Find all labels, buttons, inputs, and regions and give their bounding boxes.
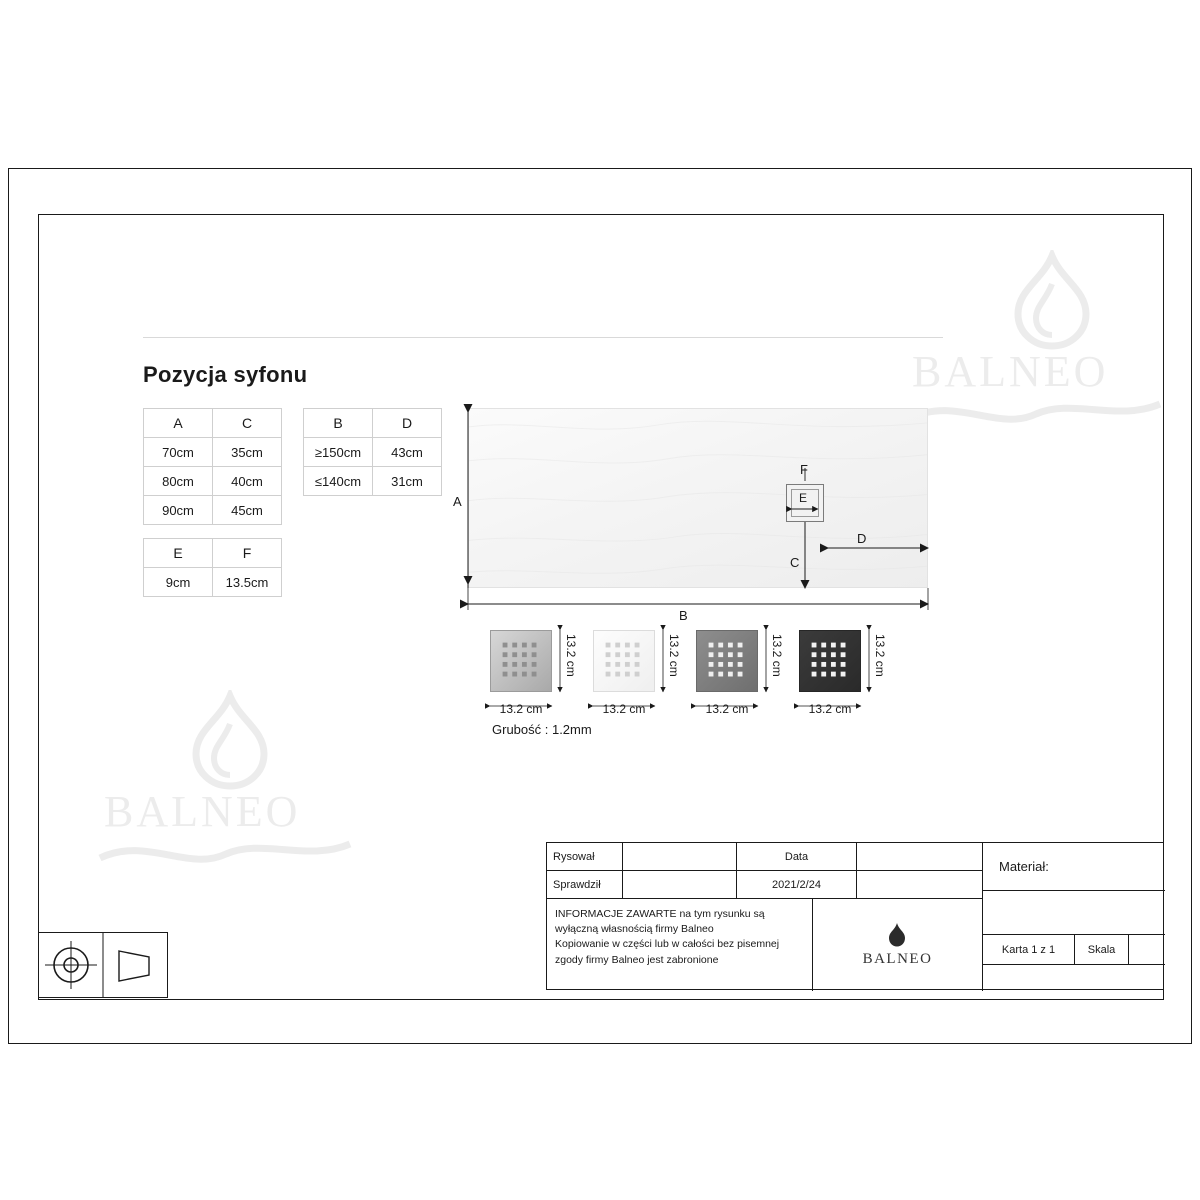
sheet-number-label: Karta 1 z 1 [983,935,1075,965]
shower-tray-drawing [468,408,928,588]
column-header: A [144,409,213,438]
table-header-row [304,409,442,438]
scale-value[interactable] [1129,935,1165,965]
table-cell: 70cm [144,438,213,467]
titleblock-bottom-blank [983,965,1165,991]
dimension-label-c: C [790,555,800,570]
column-header: C [213,409,282,438]
grate-width-label: 13.2 cm [808,702,852,716]
table-cell: 13.5cm [213,568,282,597]
grate-width-label: 13.2 cm [705,702,749,716]
dimension-table-ef [143,538,282,597]
dimension-label-e: E [799,491,808,505]
notice-line: wyłączną własnością firmy Balneo [555,923,714,936]
table-row [144,467,282,496]
material-label: Materiał: [983,843,1165,891]
table-cell: 45cm [213,496,282,525]
dimension-table-bd [303,408,442,496]
watermark-brand-text: BALNEO [912,347,1109,396]
date-value: 2021/2/24 [737,871,857,899]
watermark-brand-text: BALNEO [104,787,301,836]
table-cell: 90cm [144,496,213,525]
grate-swatch[interactable] [696,630,758,692]
notice-line: zgody firmy Balneo jest zabronione [555,953,719,966]
drawn-by-label: Rysował [547,843,623,871]
table-cell: ≥150cm [304,438,373,467]
title-divider [143,337,943,338]
grate-height-label: 13.2 cm [770,634,784,677]
table-row [304,438,442,467]
material-value[interactable] [983,891,1165,935]
dimension-table-ac [143,408,282,525]
table-row [144,496,282,525]
table-row [144,568,282,597]
table-header-row [144,409,282,438]
table-cell: 35cm [213,438,282,467]
drawn-by-value[interactable] [623,843,737,871]
dimension-label-a: A [453,494,462,509]
date-label: Data [737,843,857,871]
table-cell: ≤140cm [304,467,373,496]
titleblock-logo [813,899,983,991]
checked-by-value[interactable] [623,871,737,899]
table-row [304,467,442,496]
dimension-label-d: D [857,531,867,546]
grate-swatch[interactable] [799,630,861,692]
table-cell: 31cm [373,467,442,496]
column-header: E [144,539,213,568]
titleblock-logo-text: BALNEO [862,951,933,967]
copyright-notice [547,899,813,991]
dimension-label-f: F [800,462,808,477]
notice-line: INFORMACJE ZAWARTE na tym rysunku są [555,908,765,920]
checked-by-label: Sprawdził [547,871,623,899]
grate-swatch[interactable] [593,630,655,692]
page-title: Pozycja syfonu [143,362,308,387]
thickness-label: Grubość : 1.2mm [492,722,592,737]
column-header: F [213,539,282,568]
table-header-row [144,539,282,568]
table-row [144,438,282,467]
scale-label: Skala [1075,935,1129,965]
grate-width-label: 13.2 cm [499,702,543,716]
column-header: D [373,409,442,438]
grate-swatch[interactable] [490,630,552,692]
titleblock-blank-cell [857,871,983,899]
first-angle-projection-symbol [38,932,168,998]
column-header: B [304,409,373,438]
notice-line: Kopiowanie w części lub w całości bez pisemnej [555,938,780,951]
grate-height-label: 13.2 cm [873,634,887,677]
table-cell: 43cm [373,438,442,467]
grate-width-label: 13.2 cm [602,702,646,716]
grate-height-label: 13.2 cm [564,634,578,677]
table-cell: 40cm [213,467,282,496]
grate-height-label: 13.2 cm [667,634,681,677]
date-extra-cell [857,843,983,871]
dimension-label-b: B [679,608,688,623]
table-cell: 9cm [144,568,213,597]
title-block [546,842,1164,990]
table-cell: 80cm [144,467,213,496]
